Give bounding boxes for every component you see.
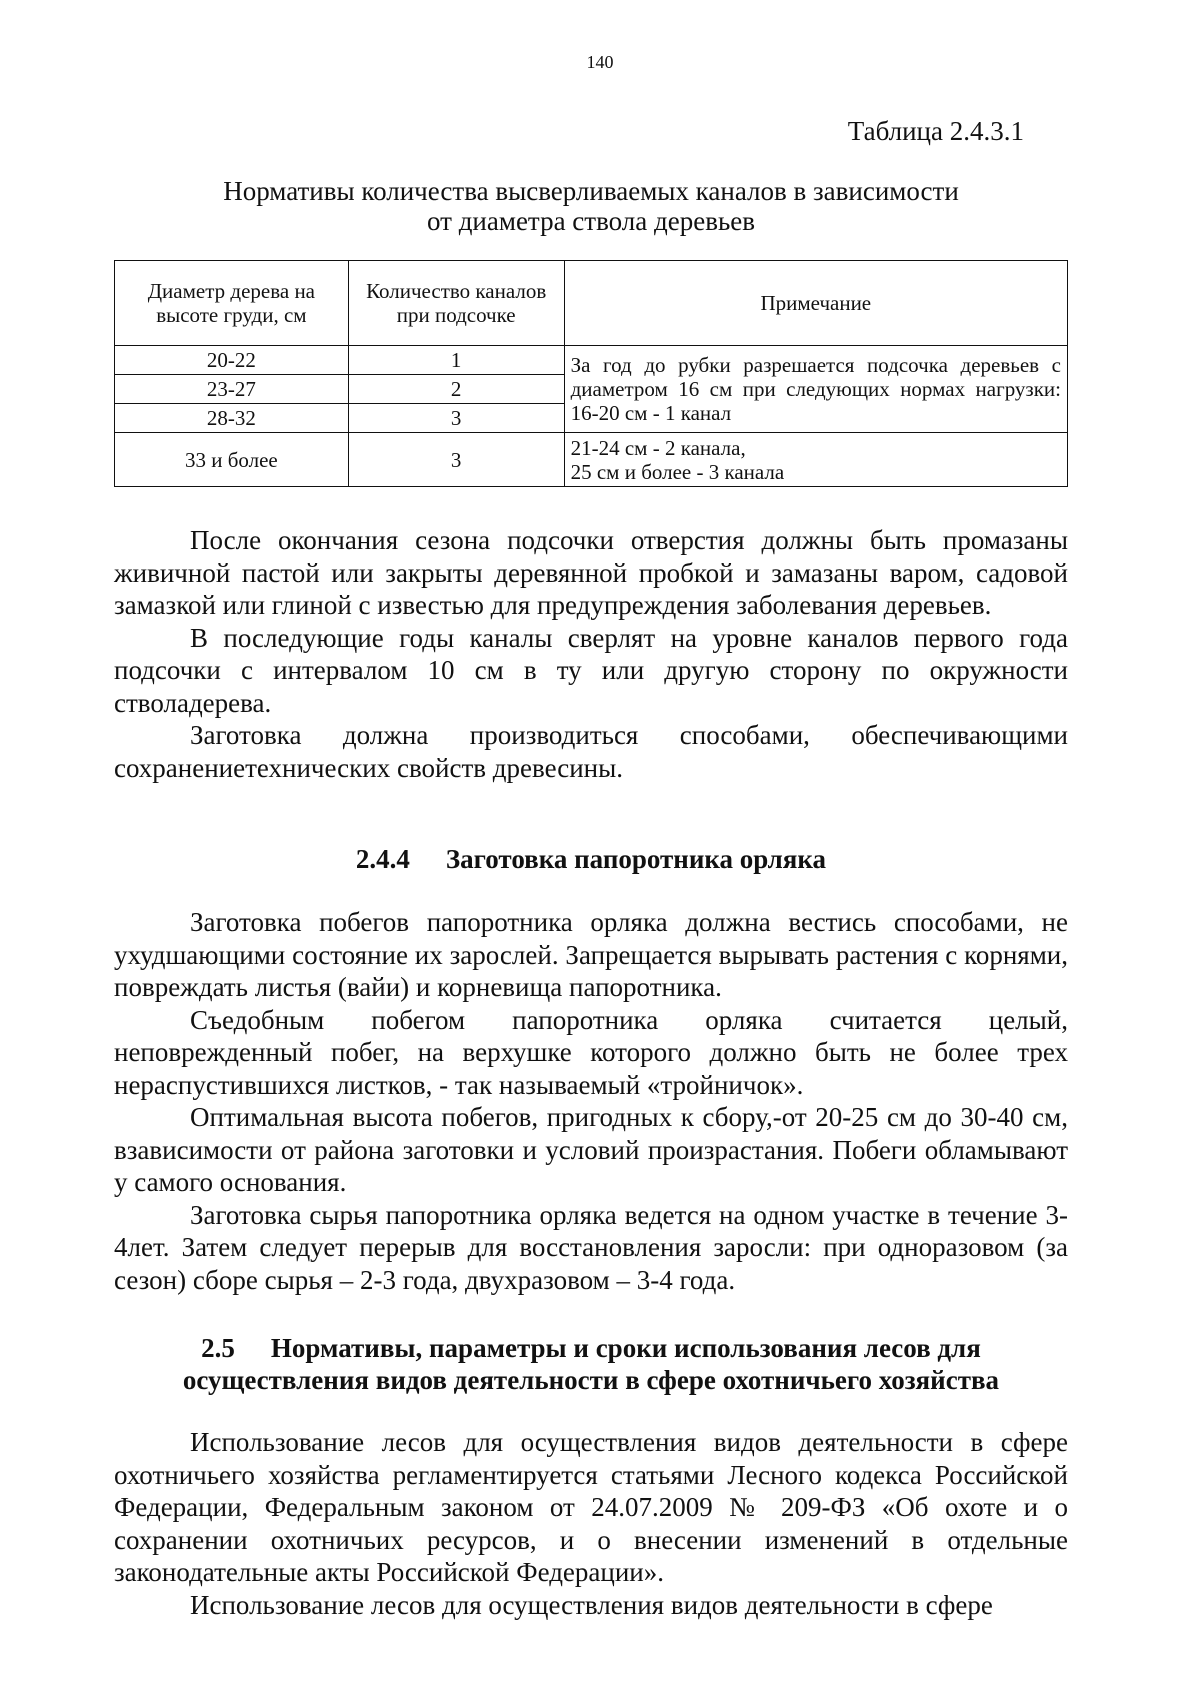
section-243-text — [114, 524, 1068, 784]
header-note: Примечание — [564, 261, 1067, 346]
heading-2-4-4 — [114, 843, 1068, 875]
paragraph: Оптимальная высота побегов, пригодных к сбору,-от 20-25 см до 30-40 см, взависимости от района заготовки и условий произрастания. Побеги обламывают у самого основания. — [114, 1102, 1068, 1197]
cell-diameter: 33 и более — [115, 433, 349, 487]
note-line-3: 25 см и более - 3 канала — [570, 459, 785, 484]
cell-channels: 3 — [348, 433, 564, 487]
norms-table — [114, 260, 1068, 487]
paragraph: После окончания сезона подсочки отверстия должны быть промазаны живичной пастой или закрыты деревянной пробкой и замазаны варом, садовой замазкой или глиной с известью для предупреждения заболевания деревьев. — [114, 525, 1068, 620]
section-25-text — [114, 1426, 1068, 1621]
paragraph: Заготовка побегов папоротника орляка должна вестись способами, не ухудшающими состояние их зарослей. Запрещается вырывать растения с корнями, повреждать листья (вайи) и корневища папоротника. — [114, 907, 1068, 1002]
heading-title-line-1: Нормативы, параметры и сроки использования лесов для — [270, 1333, 981, 1363]
cell-channels: 3 — [348, 404, 564, 433]
heading-2-5 — [114, 1332, 1068, 1396]
heading-2-5-line-1 — [114, 1332, 1068, 1364]
heading-title: Заготовка папоротника орляка — [445, 844, 827, 874]
paragraph: Использование лесов для осуществления видов деятельности в сфере охотничьего хозяйства регламентируется статьями Лесного кодекса Российской Федерации, Федеральным законом от 24.07.2009 № 209-ФЗ «Об охоте и о сохранении охотничьих ресурсов, и о внесении изменений в отдельные законодательные акты Российской Федерации». — [114, 1427, 1068, 1587]
header-diameter: Диаметр дерева на высоте груди, см — [115, 261, 349, 346]
header-channels: Количество каналов при подсочке — [348, 261, 564, 346]
cell-channels: 1 — [348, 346, 564, 375]
cell-diameter: 20-22 — [115, 346, 349, 375]
table-title-line-1: Нормативы количества высверливаемых каналов в зависимости — [223, 176, 959, 206]
heading-number: 2.5 — [201, 1333, 235, 1363]
table-row — [115, 346, 1068, 375]
table-title-line-2: от диаметра ствола деревьев — [427, 206, 755, 236]
paragraph: Заготовка сырья папоротника орляка ведется на одном участке в течение 3-4лет. Затем следует перерыв для восстановления заросли: при одноразовом (за сезон) сборе сырья – 2-3 года, двухразовом – 3-4 года. — [114, 1199, 1068, 1295]
table-row — [115, 433, 1068, 487]
heading-number: 2.4.4 — [355, 844, 410, 874]
paragraph: В последующие годы каналы сверлят на уровне каналов первого года подсочки с интервалом 10 см в ту или другую сторону по окружности стволадерева. — [114, 622, 1068, 718]
page-number: 140 — [586, 52, 614, 72]
cell-note-continued — [564, 433, 1067, 487]
paragraph: Использование лесов для осуществления видов деятельности в сфере — [190, 1589, 993, 1620]
table-title — [114, 176, 1068, 236]
table-header-row — [115, 261, 1068, 346]
section-244-text — [114, 906, 1068, 1296]
cell-diameter: 28-32 — [115, 404, 349, 433]
paragraph: Заготовка должна производиться способами, обеспечивающими сохранениетехнических свойств древесины. — [114, 720, 1068, 783]
table-label: Таблица 2.4.3.1 — [847, 116, 1024, 146]
cell-note-main: За год до рубки разрешается подсочка деревьев с диаметром 16 см при следующих нормах нагрузки: 16-20 см - 1 канал — [564, 346, 1067, 433]
heading-title-line-2: осуществления видов деятельности в сфере охотничьего хозяйства — [182, 1365, 1000, 1395]
paragraph: Съедобным побегом папоротника орляка считается целый, неповрежденный побег, на верхушке которого должно быть не более трех нераспустившихся листков, - так называемый «тройничок». — [114, 1004, 1068, 1100]
cell-diameter: 23-27 — [115, 375, 349, 404]
cell-channels: 2 — [348, 375, 564, 404]
note-line-2: 21-24 см - 2 канала, — [570, 435, 746, 460]
